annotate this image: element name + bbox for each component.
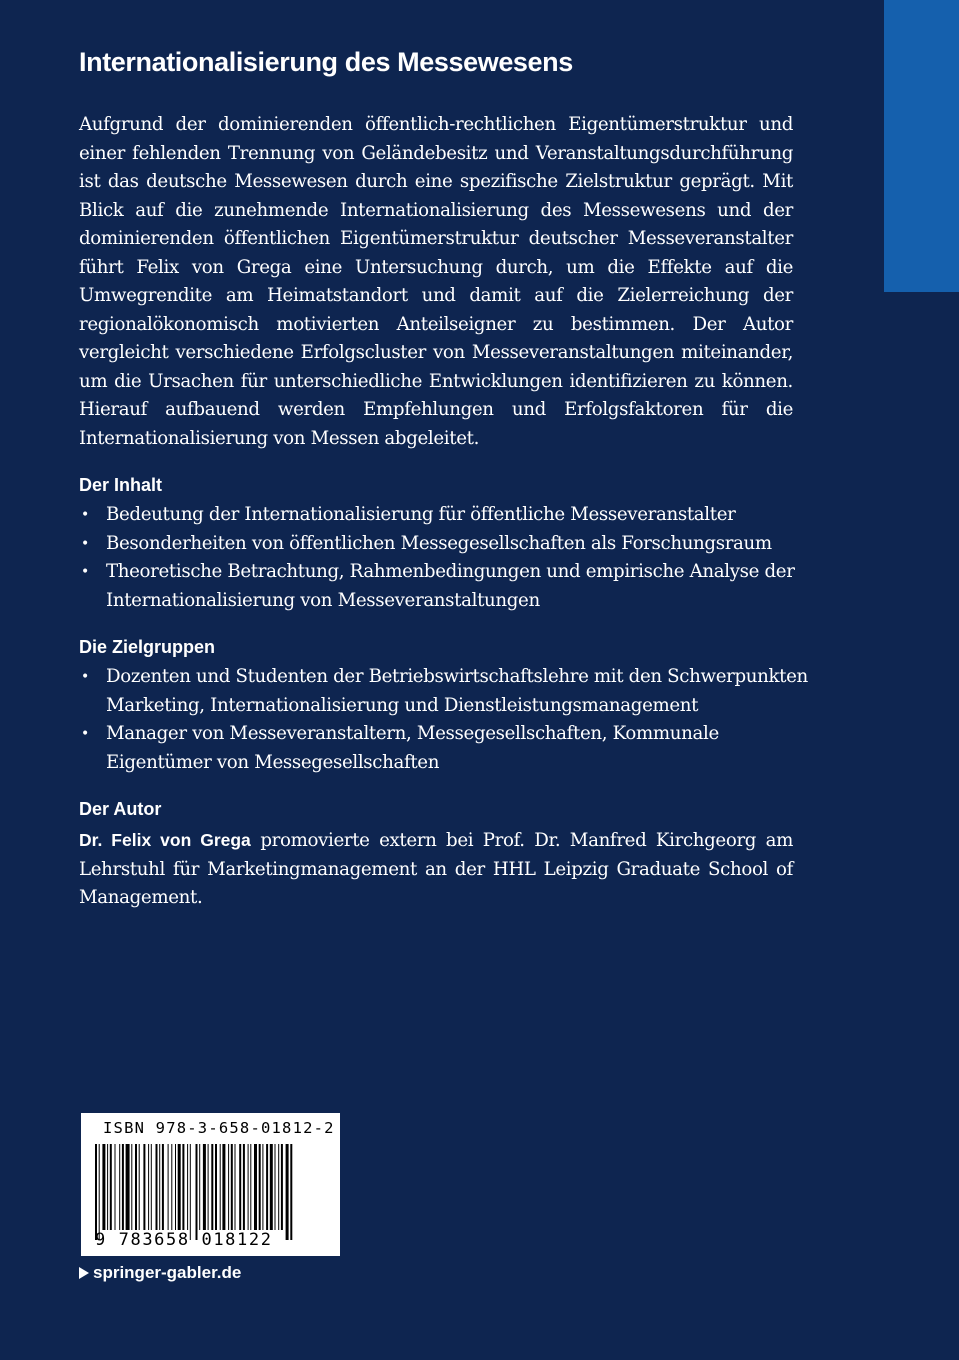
barcode-bar bbox=[131, 1144, 132, 1230]
barcode-bar bbox=[95, 1144, 97, 1240]
bullet-icon: • bbox=[81, 535, 89, 552]
barcode-bars bbox=[95, 1144, 327, 1240]
barcode-bar bbox=[159, 1144, 160, 1230]
barcode-bar bbox=[162, 1144, 164, 1230]
inhalt-list bbox=[79, 501, 819, 615]
author-name: Dr. Felix von Grega bbox=[79, 830, 251, 850]
barcode-bar bbox=[278, 1144, 279, 1230]
barcode-bar bbox=[122, 1144, 124, 1230]
barcode-bar bbox=[119, 1144, 120, 1230]
arrow-icon bbox=[79, 1267, 89, 1279]
bullet-icon: • bbox=[81, 507, 89, 523]
barcode-bar bbox=[281, 1144, 283, 1230]
bullet-icon: • bbox=[81, 669, 89, 685]
section-heading-autor: Der Autor bbox=[79, 799, 162, 819]
barcode-bar bbox=[222, 1144, 225, 1230]
section-heading-inhalt: Der Inhalt bbox=[79, 475, 163, 495]
author-bio bbox=[79, 826, 793, 913]
barcode-bar bbox=[187, 1144, 188, 1230]
barcode-bar bbox=[190, 1144, 191, 1240]
list-item: • Besonderheiten von öffentlichen Messegesellschaften als Forschungsraum bbox=[79, 530, 819, 559]
barcode-bar bbox=[208, 1144, 209, 1230]
barcode-bar bbox=[250, 1144, 251, 1230]
barcode-bar bbox=[151, 1144, 152, 1230]
barcode-bar bbox=[275, 1144, 276, 1230]
barcode-bar bbox=[110, 1144, 112, 1230]
isbn-label: ISBN 978-3-658-01812-2 bbox=[103, 1119, 335, 1137]
ean-digits: 9 783658 018122 bbox=[95, 1230, 273, 1250]
zielgruppen-list bbox=[79, 663, 819, 777]
barcode-bar bbox=[248, 1144, 249, 1230]
barcode-bar bbox=[235, 1144, 236, 1230]
author-bio-text: promovierte extern bei Prof. Dr. Manfred Kirchgeorg am Lehrstuhl für Marketingmanagement an der HHL Leipzig Graduate School of Management. bbox=[79, 830, 794, 908]
list-item: • Dozenten und Studenten der Betriebswirtschaftslehre mit den Schwerpunkten Marketing, Internationalisierung und Dienstleistungsmanagement bbox=[79, 663, 819, 720]
barcode-bar bbox=[139, 1144, 140, 1230]
barcode-bar bbox=[178, 1144, 181, 1230]
barcode-bar bbox=[102, 1144, 105, 1230]
barcode-bar bbox=[115, 1144, 116, 1230]
barcode-bar bbox=[196, 1144, 198, 1240]
barcode-bar bbox=[262, 1144, 263, 1230]
barcode-bar bbox=[215, 1144, 217, 1230]
bullet-icon: • bbox=[81, 564, 89, 580]
barcode-bar bbox=[243, 1144, 245, 1230]
barcode-bar bbox=[107, 1144, 108, 1230]
barcode-bar bbox=[266, 1144, 268, 1230]
website-url: springer-gabler.de bbox=[93, 1263, 242, 1282]
bullet-icon: • bbox=[81, 726, 89, 742]
list-item: • Theoretische Betrachtung, Rahmenbedingungen und empirische Analyse der Internationalisierung von Messeveranstaltungen bbox=[79, 558, 819, 615]
barcode-bar bbox=[270, 1144, 273, 1230]
barcode-bar bbox=[168, 1144, 169, 1230]
barcode-bar bbox=[290, 1144, 292, 1240]
barcode-bar bbox=[143, 1144, 145, 1230]
barcode-bar bbox=[99, 1144, 100, 1240]
isbn-barcode bbox=[81, 1113, 340, 1256]
accent-bar bbox=[884, 0, 959, 292]
barcode-bar bbox=[239, 1144, 241, 1230]
barcode-bar bbox=[259, 1144, 261, 1230]
book-description: Aufgrund der dominierenden öffentlich-rechtlichen Eigentümerstruktur und einer fehlenden Trennung von Geländebesitz und Veranstaltungsdurchführung ist das deutsche Messewesen durch eine spezifische Zielstruktur geprägt. Mit Blick auf die zunehmende Internationalisierung des Messewesens und der dominierenden öffentlichen Eigentümerstruktur deutscher Messeveranstalter führt Felix von Grega eine Untersuchung durch, um die Effekte auf die Umwegrendite am Heimatstandort und damit auf die Zielerreichung der regionalökonomisch motivierten Anteilseigner zu bestimmen. Der Autor vergleicht verschiedene Erfolgscluster von Messeveranstaltungen miteinander, um die Ursachen für unterschiedliche Entwicklungen identifizieren zu können. Hierauf aufbauend werden Empfehlungen und Erfolgsfaktoren für die Internationalisierung von Messen abgeleitet. bbox=[79, 114, 793, 449]
barcode-bar bbox=[126, 1144, 130, 1230]
list-item: • Bedeutung der Internationalisierung für öffentliche Messeveranstalter bbox=[79, 501, 819, 530]
barcode-bar bbox=[203, 1144, 206, 1230]
barcode-bar bbox=[175, 1144, 176, 1230]
barcode-bar bbox=[182, 1144, 184, 1230]
barcode-bar bbox=[231, 1144, 233, 1230]
barcode-bar bbox=[254, 1144, 257, 1230]
barcode-bar bbox=[171, 1144, 172, 1230]
book-title: Internationalisierung des Messewesens bbox=[79, 47, 573, 77]
barcode-bar bbox=[148, 1144, 149, 1230]
section-heading-zielgruppen: Die Zielgruppen bbox=[79, 637, 216, 657]
list-item: • Manager von Messeveranstaltern, Messegesellschaften, Kommunale Eigentümer von Messegesellschaften bbox=[79, 720, 819, 777]
barcode-bar bbox=[199, 1144, 200, 1230]
barcode-bar bbox=[135, 1144, 137, 1230]
website-link[interactable] bbox=[79, 1263, 241, 1283]
barcode-bar bbox=[220, 1144, 221, 1230]
barcode-bar bbox=[286, 1144, 289, 1240]
barcode-bar bbox=[211, 1144, 213, 1230]
barcode-bar bbox=[228, 1144, 229, 1230]
barcode-bar bbox=[156, 1144, 158, 1230]
